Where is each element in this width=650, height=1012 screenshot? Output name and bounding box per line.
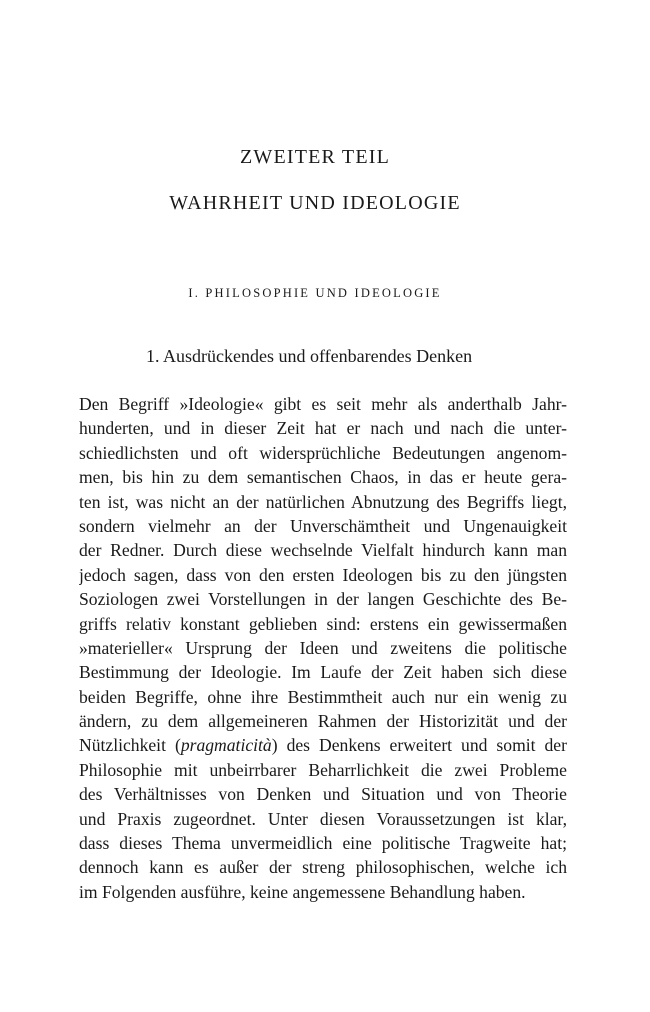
text-line: Bestimmung der Ideologie. Im Laufe der Zeit haben sich diese	[79, 662, 567, 683]
text-line: Philosophie mit unbeirrbarer Beharrlichkeit die zwei Probleme	[79, 759, 567, 780]
italic-term: pragmaticità	[180, 735, 272, 756]
text-line: jedoch sagen, dass von den ersten Ideologen bis zu den jüngsten	[79, 564, 567, 585]
text-line: schiedlichsten und oft widersprüchliche Bedeutungen angenom-	[79, 442, 567, 463]
text-line: der Redner. Durch diese wechselnde Vielfalt hindurch kann man	[79, 540, 567, 561]
text-line: hunderten, und in dieser Zeit hat er nach und nach die unter-	[79, 418, 567, 439]
body-paragraph	[79, 392, 567, 904]
text-line: Soziologen zwei Vorstellungen in der langen Geschichte des Be-	[79, 589, 567, 610]
part-label: ZWEITER TEIL	[239, 146, 391, 168]
text-line: Den Begriff »Ideologie« gibt es seit mehr als anderthalb Jahr-	[79, 394, 567, 414]
text-line: ten ist, was nicht an der natürlichen Abnutzung des Begriffs liegt,	[79, 491, 567, 512]
part-title: WAHRHEIT UND IDEOLOGIE	[169, 192, 461, 214]
text-line: dass dieses Thema unvermeidlich eine politische Tragweite hat;	[79, 833, 567, 854]
text-line: men, bis hin zu dem semantischen Chaos, in das er heute gera-	[79, 467, 567, 488]
text-fragment: Nützlichkeit (	[79, 735, 181, 756]
text-line: beiden Begriffe, ohne ihre Bestimmtheit auch nur ein wenig zu	[79, 686, 567, 707]
text-line: »materieller« Ursprung der Ideen und zweitens die politische	[79, 637, 567, 658]
text-line: im Folgenden ausführe, keine angemessene Behandlung haben.	[79, 881, 526, 902]
text-fragment: ) des Denkens erweitert und somit der	[271, 735, 567, 756]
chapter-heading: I. PHILOSOPHIE UND IDEOLOGIE	[188, 286, 442, 300]
text-line: und Praxis zugeordnet. Unter diesen Voraussetzungen ist klar,	[79, 808, 567, 829]
text-line: sondern vielmehr an der Unverschämtheit und Ungenauigkeit	[79, 515, 567, 536]
text-line: des Verhältnisses von Denken und Situation und von Theorie	[79, 784, 567, 805]
text-line: dennoch kann es außer der streng philosophischen, welche ich	[79, 857, 567, 878]
text-line: griffs relativ konstant geblieben sind: erstens ein gewissermaßen	[79, 613, 567, 634]
text-line: ändern, zu dem allgemeineren Rahmen der Historizität und der	[79, 711, 567, 732]
section-heading: 1. Ausdrückendes und offenbarendes Denken	[146, 346, 473, 366]
text-line-with-italic	[79, 733, 567, 757]
